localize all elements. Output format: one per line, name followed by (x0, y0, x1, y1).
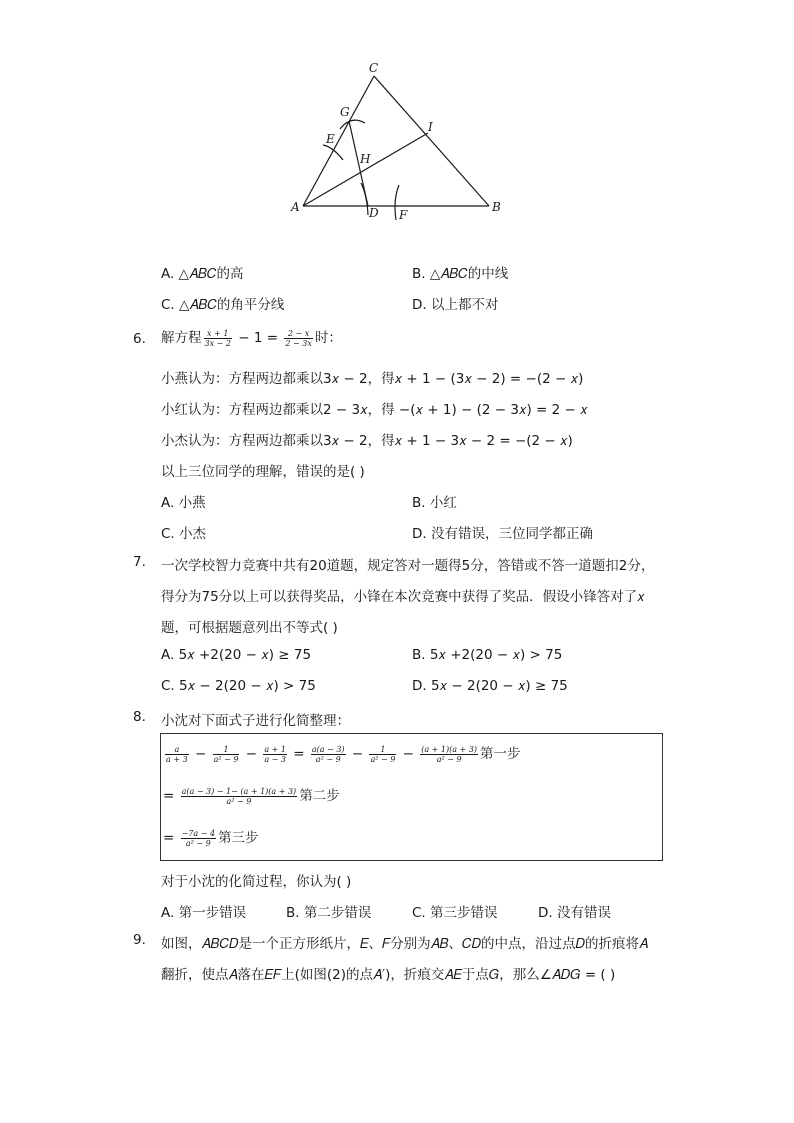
triangle-figure (285, 55, 515, 225)
q9-number: 9. (133, 932, 146, 948)
q6-line-xiaojie: 小杰认为：方程两边都乘以3𝑥 − 2，得𝑥 + 1 − 3𝑥 − 2 = −(2 − 𝑥) (161, 433, 573, 449)
q6-option-a: A. 小燕 (161, 495, 206, 511)
q9-line-1: 如图，𝐴𝐵𝐶𝐷是一个正方形纸片，𝐸、𝐹分别为𝐴𝐵、𝐶𝐷的中点，沿过点𝐷的折痕将𝐴 (161, 936, 648, 952)
q6-line-xiaohong: 小红认为：方程两边都乘以2 − 3𝑥，得 −(𝑥 + 1) − (2 − 3𝑥) = 2 − 𝑥 (161, 402, 588, 418)
q8-option-b: B. 第二步错误 (286, 905, 372, 921)
q7-line-1: 一次学校智力竞赛中共有20道题，规定答对一题得5分，答错或不答一道题扣2分， (161, 558, 655, 574)
q5-option-b: B. △𝐴𝐵𝐶的中线 (412, 266, 509, 282)
q6-stem (161, 324, 342, 352)
q6-number: 6. (133, 331, 146, 347)
q8-stem: 小沈对下面式子进行化简整理： (161, 713, 350, 729)
side-cb (374, 76, 489, 206)
label-f: F (399, 208, 408, 222)
q7-option-a: A. 5𝑥 +2(20 − 𝑥) ≥ 75 (161, 647, 312, 663)
q8-step-3-label: 第三步 (218, 830, 259, 846)
arc-g (340, 120, 365, 129)
q8-option-d: D. 没有错误 (538, 905, 611, 921)
q8-step-1: $\frac{a}{a + 3}$ − $\frac{1}{\text{a² − 9}}$ − $\frac{a + 1}{a - 3}$ = $\frac{a(a - 3)}{\text{a² − 9}}$ − $\frac{1}{\text{a² − 9}}$ − $\frac{(a + 1)(a + 3)}{\text{a² − 9}}$ 第一步 (166, 744, 521, 764)
q6-option-c: C. 小杰 (161, 526, 207, 542)
q7-option-c: C. 5𝑥 − 2(20 − 𝑥) > 75 (161, 678, 316, 694)
q6-fraction-1: $\frac{x + 1}{3x - 2}$ (204, 328, 231, 348)
q8-option-c: C. 第三步错误 (412, 905, 498, 921)
label-d: D (369, 206, 379, 220)
q7-number: 7. (133, 554, 146, 570)
q8-step-2-label: 第二步 (299, 788, 340, 804)
q8-step-3: = $\frac{-7a - 4}{\text{a² − 9}}$ 第三步 (163, 828, 259, 848)
q6-option-b: B. 小红 (412, 495, 457, 511)
q8-question: 对于小沈的化简过程，你认为( ) (161, 874, 352, 890)
q8-number: 8. (133, 709, 146, 725)
label-g: G (340, 105, 350, 119)
q5-option-c: C. △𝐴𝐵𝐶的角平分线 (161, 297, 285, 313)
q6-option-d: D. 没有错误，三位同学都正确 (412, 526, 593, 542)
label-h: H (360, 152, 371, 166)
q6-line-xiaoyan: 小燕认为：方程两边都乘以3𝑥 − 2，得𝑥 + 1 − (3𝑥 − 2) = −(2 − 𝑥) (161, 371, 584, 387)
q6-fraction-2: $\frac{2 - x}{2 - 3x}$ (285, 328, 312, 348)
q7-option-b: B. 5𝑥 +2(20 − 𝑥) > 75 (412, 647, 563, 663)
q9-line-2: 翻折，使点𝐴落在𝐸𝐹上(如图(2)的点𝐴′)，折痕交𝐴𝐸于点𝐺，那么∠𝐴𝐷𝐺 = ( ) (161, 967, 616, 983)
q6-question: 以上三位同学的理解，错误的是( ) (161, 464, 365, 480)
label-i: I (428, 120, 433, 134)
q6-stem-mid: − 1 = (233, 330, 283, 346)
q8-step-2: = $\frac{a(a - 3) - 1- (a + 1)(a + 3)}{\text{a² − 9}}$ 第二步 (163, 786, 340, 806)
q5-option-d: D. 以上都不对 (412, 297, 499, 313)
q8-option-a: A. 第一步错误 (161, 905, 247, 921)
q7-line-3: 题，可根据题意列出不等式( ) (161, 620, 338, 636)
arc-e (323, 145, 343, 160)
q8-step-1-label: 第一步 (480, 746, 521, 762)
q6-stem-post: 时： (314, 330, 342, 346)
label-b: B (492, 200, 501, 214)
label-a: A (291, 200, 300, 214)
label-e: E (326, 132, 335, 146)
q7-option-d: D. 5𝑥 − 2(20 − 𝑥) ≥ 75 (412, 678, 568, 694)
q5-option-a: A. △𝐴𝐵𝐶的高 (161, 266, 244, 282)
q6-stem-pre: 解方程 (161, 330, 202, 346)
q7-line-2: 得分为75分以上可以获得奖品，小锋在本次竞赛中获得了奖品．假设小锋答对了𝑥 (161, 589, 645, 605)
label-c: C (369, 61, 379, 75)
